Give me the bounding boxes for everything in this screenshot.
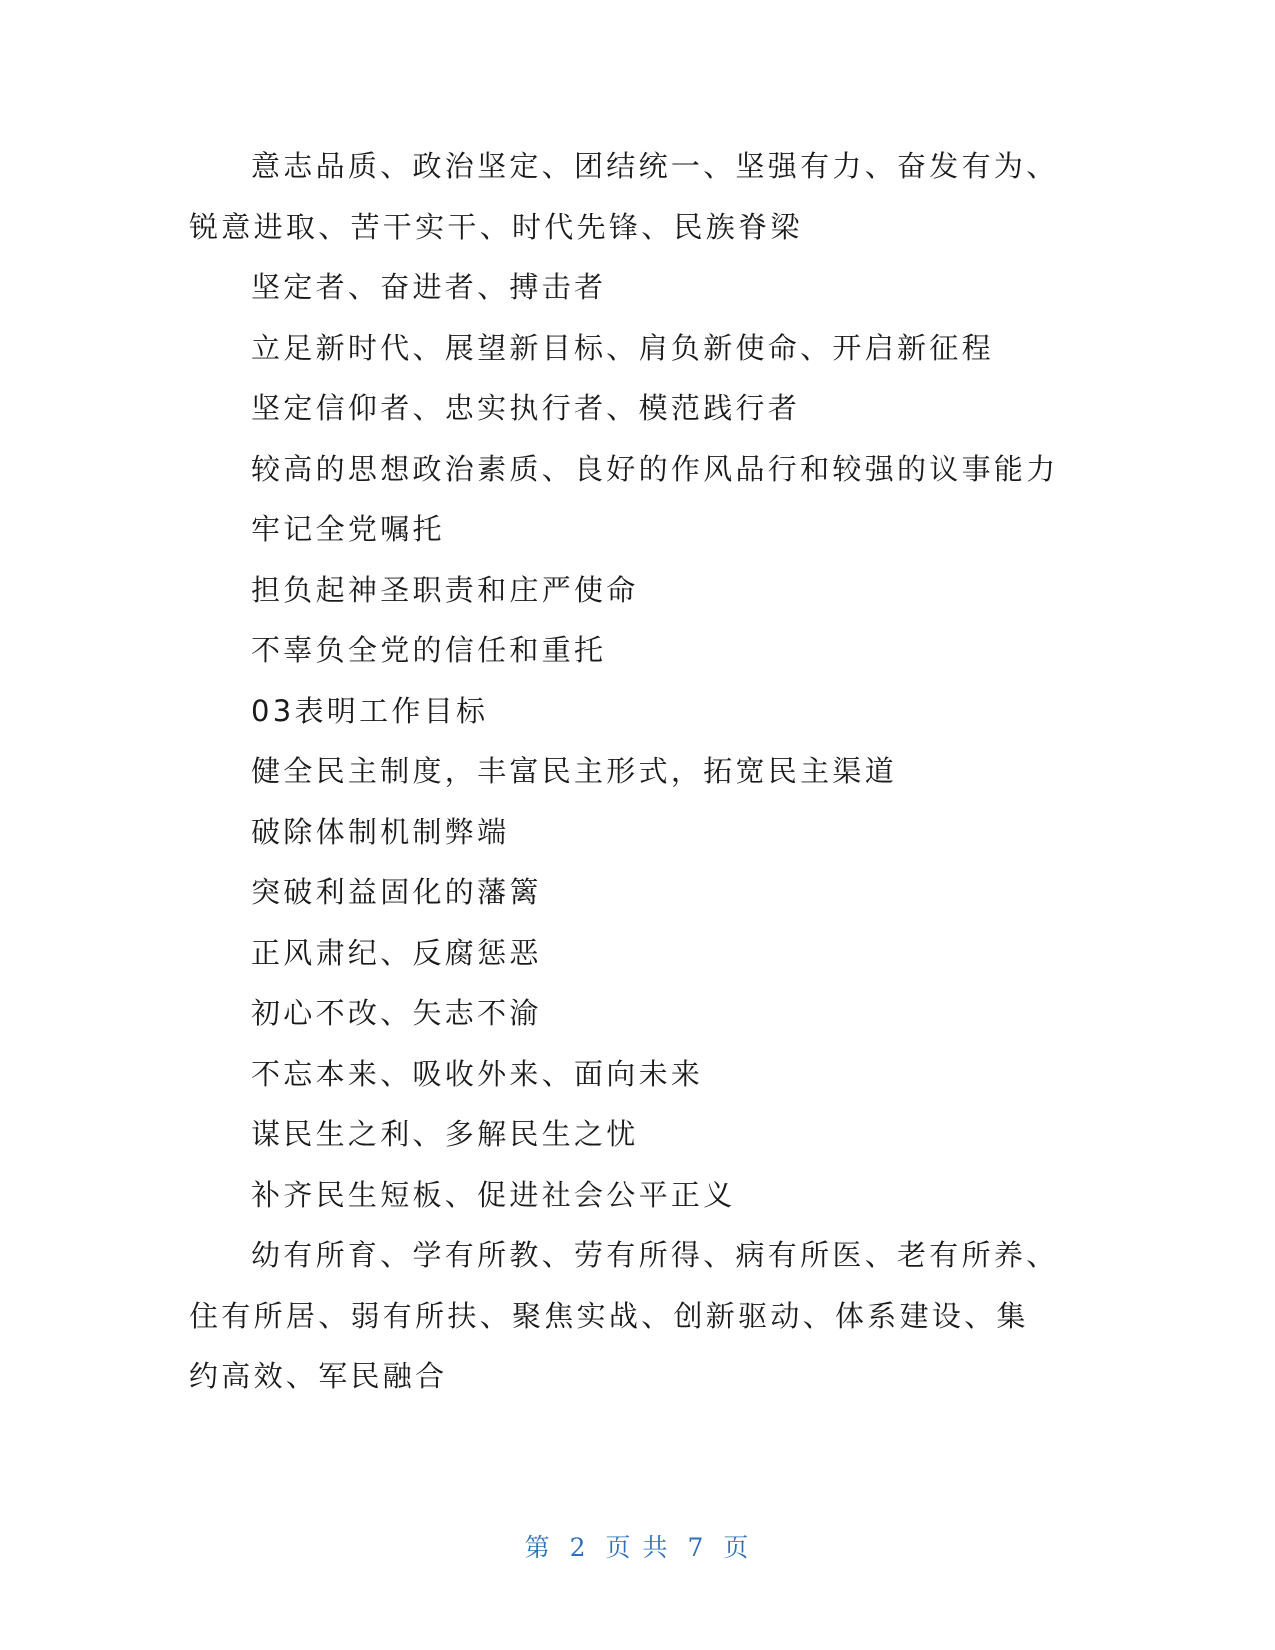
footer-prefix: 第 <box>524 1533 552 1562</box>
page-footer <box>0 1528 1275 1564</box>
paragraph-13: 正风肃纪、反腐惩恶 <box>251 935 542 970</box>
section-heading: 03表明工作目标 <box>251 693 489 728</box>
paragraph-2: 坚定者、奋进者、搏击者 <box>251 270 607 304</box>
footer-total-pages: 7 <box>687 1533 706 1562</box>
paragraph-10: 健全民主制度，丰富民主形式，拓宽民主渠道 <box>251 754 898 788</box>
paragraph-11: 破除体制机制弊端 <box>251 814 510 849</box>
paragraph-16: 谋民生之利、多解民生之忧 <box>251 1117 639 1151</box>
footer-suffix: 页 <box>723 1533 751 1562</box>
paragraph-5: 较高的思想政治素质、良好的作风品行和较强的议事能力 <box>251 451 1059 486</box>
footer-page-number: 2 <box>569 1533 588 1562</box>
paragraph-7: 担负起神圣职责和庄严使命 <box>251 572 639 607</box>
paragraph-15: 不忘本来、吸收外来、面向未来 <box>251 1056 704 1091</box>
paragraph-14: 初心不改、矢志不渝 <box>251 996 542 1030</box>
paragraph-4: 坚定信仰者、忠实执行者、模范践行者 <box>251 391 801 425</box>
paragraph-8: 不辜负全党的信任和重托 <box>251 633 607 667</box>
paragraph-1: 意志品质、政治坚定、团结统一、坚强有力、奋发有为、锐意进取、苦干实干、时代先锋、民族脊梁 <box>189 149 1059 244</box>
paragraph-6: 牢记全党嘱托 <box>251 512 445 546</box>
paragraph-12: 突破利益固化的藩篱 <box>251 875 542 909</box>
paragraph-3: 立足新时代、展望新目标、肩负新使命、开启新征程 <box>251 330 994 365</box>
document-body <box>189 136 1059 1407</box>
paragraph-17: 补齐民生短板、促进社会公平正义 <box>251 1177 736 1212</box>
footer-middle: 页 共 <box>605 1533 670 1562</box>
paragraph-18: 幼有所育、学有所教、劳有所得、病有所医、老有所养、住有所居、弱有所扶、聚焦实战、创新驱动、体系建设、集约高效、军民融合 <box>189 1238 1059 1393</box>
